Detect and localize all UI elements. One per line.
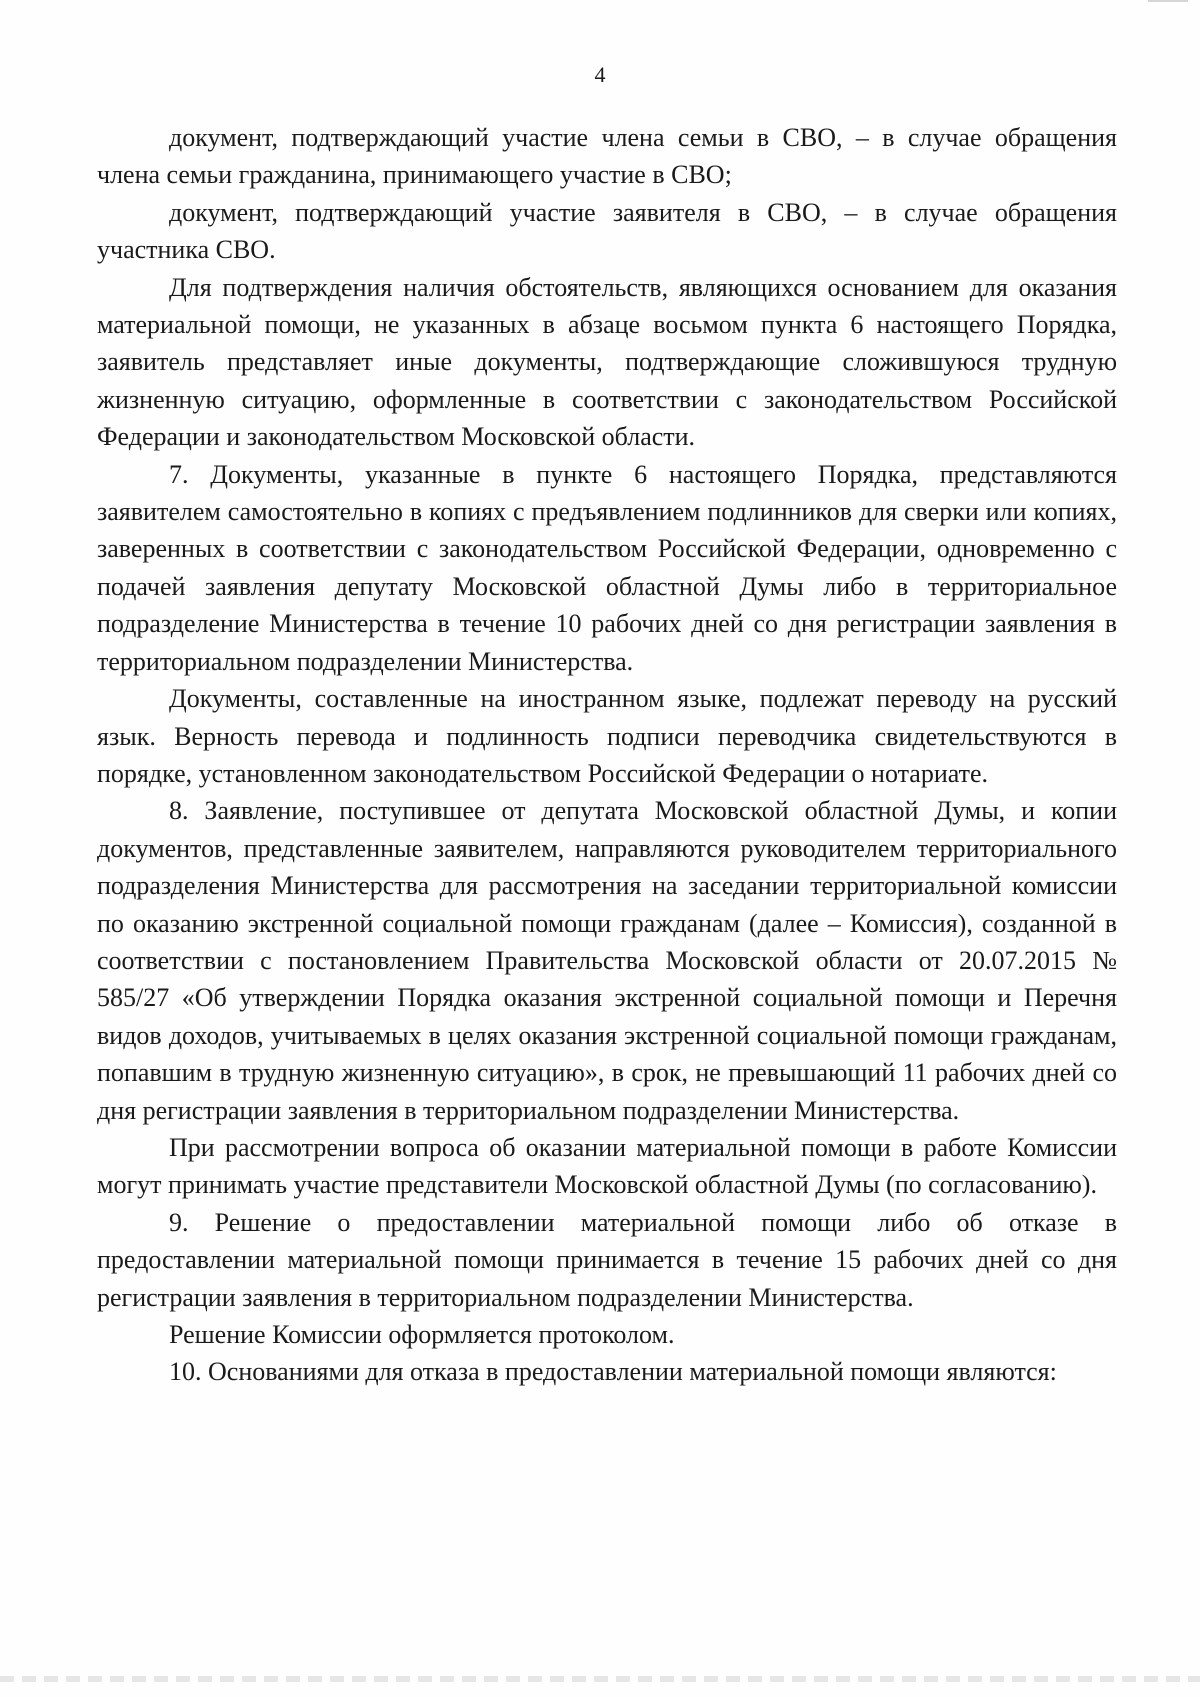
paragraph: Документы, составленные на иностранном языке, подлежат переводу на русский язык. Верность перевода и подлинность подписи переводчика свидетельствуются в порядке, установленном законодательством Российской Федерации о нотариате. [97,684,1117,788]
paragraph: Для подтверждения наличия обстоятельств, являющихся основанием для оказания материальной помощи, не указанных в абзаце восьмом пункта 6 настоящего Порядка, заявитель представляет иные документы, подтверждающие сложившуюся трудную жизненную ситуацию, оформленные в соответствии с законодательством Российской Федерации и законодательством Московской области. [97,272,1117,452]
scan-artifact [0,1676,1200,1682]
paragraph: Решение Комиссии оформляется протоколом. [169,1320,675,1349]
paragraph-item-9: 9. Решение о предоставлении материальной помощи либо об отказе в предоставлении материальной помощи принимается в течение 15 рабочих дней со дня регистрации заявления в территориальном подразделении Министерства. [97,1207,1117,1312]
scan-artifact [1148,0,1188,2]
paragraph-item-8: 8. Заявление, поступившее от депутата Московской областной Думы, и копии документов, представленные заявителем, направляются руководителем территориального подразделения Министерства для рассмотрения на заседании территориальной комиссии по оказанию экстренной социальной помощи гражданам (далее – Комиссия), созданной в соответствии с постановлением Правительства Московской области от 20.07.2015 № 585/27 «Об утверждении Порядка оказания экстренной социальной помощи и Перечня видов доходов, учитываемых в целях оказания экстренной социальной помощи гражданам, попавшим в трудную жизненную ситуацию», в срок, не превышающий 11 рабочих дней со дня регистрации заявления в территориальном подразделении Министерства. [97,796,1117,1125]
paragraph-item-7: 7. Документы, указанные в пункте 6 настоящего Порядка, представляются заявителем самостоятельно в копиях с предъявлением подлинников для сверки или копиях, заверенных в соответствии с законодательством Российской Федерации, одновременно с подачей заявления депутату Московской областной Думы либо в территориальное подразделение Министерства в течение 10 рабочих дней со дня регистрации заявления в территориальном подразделении Министерства. [97,459,1117,676]
paragraph-item-10: 10. Основаниями для отказа в предоставлении материальной помощи являются: [169,1357,1057,1387]
paragraph: документ, подтверждающий участие члена семьи в СВО, – в случае обращения члена семьи гражданина, принимающего участие в СВО; [97,123,1117,190]
document-body [97,119,1117,1391]
paragraph: При рассмотрении вопроса об оказании материальной помощи в работе Комиссии могут принимать участие представители Московской областной Думы (по согласованию). [97,1132,1117,1200]
paragraph: документ, подтверждающий участие заявителя в СВО, – в случае обращения участника СВО. [97,197,1117,265]
page-number: 4 [594,62,606,87]
